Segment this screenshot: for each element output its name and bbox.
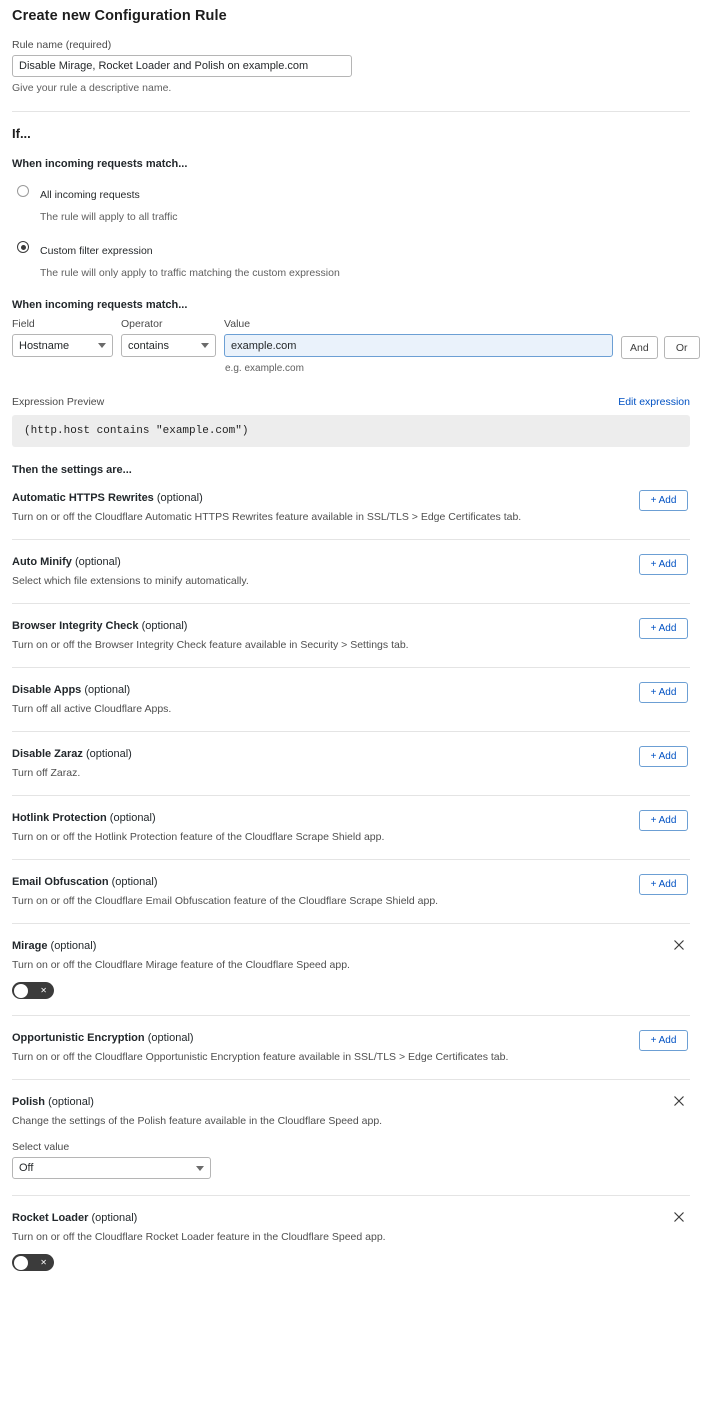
setting-row (12, 732, 690, 796)
filter-builder-row (12, 318, 695, 374)
setting-optional: (optional) (84, 684, 131, 697)
setting-optional: (optional) (147, 1032, 194, 1045)
setting-description: Turn on or off the Cloudflare Mirage feature of the Cloudflare Speed app. (12, 959, 350, 972)
setting-row (12, 1016, 690, 1080)
radio-label: All incoming requests (40, 189, 140, 201)
setting-name: Email Obfuscation (12, 876, 109, 889)
rule-name-label: Rule name (required) (12, 39, 112, 51)
match-title: When incoming requests match... (12, 158, 188, 170)
setting-name: Automatic HTTPS Rewrites (12, 492, 154, 505)
chevron-down-icon (98, 343, 106, 348)
setting-row (12, 476, 690, 540)
divider (12, 111, 690, 112)
setting-optional: (optional) (109, 812, 156, 825)
remove-setting-icon[interactable] (671, 937, 687, 953)
setting-name: Mirage (12, 940, 48, 953)
chevron-down-icon (196, 1166, 204, 1171)
remove-setting-icon[interactable] (671, 1209, 687, 1225)
select-value-label: Select value (12, 1141, 70, 1154)
radio-option-all-requests[interactable] (12, 183, 695, 226)
add-button[interactable]: + Add (639, 746, 688, 767)
setting-row (12, 860, 690, 924)
configuration-rule-page (0, 8, 702, 1287)
setting-description: Turn on or off the Cloudflare Opportunistic Encryption feature available in SSL/TLS > Edge Certificates tab. (12, 1051, 509, 1064)
setting-optional: (optional) (50, 940, 97, 953)
setting-name: Disable Apps (12, 684, 82, 697)
setting-description: Turn on or off the Hotlink Protection feature of the Cloudflare Scrape Shield app. (12, 831, 385, 844)
field-select[interactable] (12, 334, 113, 357)
polish-value: Off (19, 1162, 34, 1175)
expression-preview-header (12, 396, 690, 408)
page-title: Create new Configuration Rule (12, 8, 227, 24)
setting-name: Rocket Loader (12, 1212, 89, 1225)
setting-description: Turn on or off the Cloudflare Automatic HTTPS Rewrites feature available in SSL/TLS > Edge Certificates tab. (12, 511, 522, 524)
operator-label: Operator (121, 318, 163, 331)
setting-title (12, 1096, 690, 1108)
toggle-knob (14, 984, 28, 998)
field-label: Field (12, 318, 35, 331)
radio-icon[interactable] (17, 241, 29, 253)
operator-select[interactable] (121, 334, 216, 357)
expression-preview-label: Expression Preview (12, 396, 105, 409)
radio-label: Custom filter expression (40, 245, 153, 258)
radio-icon[interactable] (17, 185, 29, 197)
add-button[interactable]: + Add (639, 1030, 688, 1051)
or-button[interactable]: Or (664, 336, 700, 359)
and-button[interactable]: And (621, 336, 658, 359)
toggle-switch[interactable] (12, 982, 54, 999)
setting-title (12, 812, 690, 824)
operator-column (121, 318, 216, 357)
setting-name: Polish (12, 1096, 46, 1109)
setting-title (12, 492, 690, 504)
polish-value-select[interactable] (12, 1157, 211, 1179)
setting-name: Hotlink Protection (12, 812, 107, 825)
setting-optional: (optional) (48, 1096, 94, 1109)
filter-match-title: When incoming requests match... (12, 299, 188, 312)
setting-description: Select which file extensions to minify automatically. (12, 575, 249, 588)
close-icon: ✕ (40, 1257, 47, 1267)
field-column (12, 318, 113, 357)
setting-title (12, 748, 690, 760)
setting-optional: (optional) (85, 748, 132, 761)
setting-title (12, 1212, 690, 1224)
value-label: Value (224, 318, 251, 331)
value-input[interactable] (224, 334, 613, 357)
close-icon: ✕ (40, 985, 47, 995)
add-button[interactable]: + Add (639, 554, 688, 575)
and-or-buttons (621, 336, 700, 359)
chevron-down-icon (201, 343, 209, 348)
remove-setting-icon[interactable] (671, 1093, 687, 1109)
setting-name: Browser Integrity Check (12, 620, 139, 633)
add-button[interactable]: + Add (639, 618, 688, 639)
value-help: e.g. example.com (225, 363, 304, 375)
add-button[interactable]: + Add (639, 490, 688, 511)
value-column (224, 318, 613, 374)
setting-optional: (optional) (156, 492, 203, 505)
toggle-switch[interactable] (12, 1254, 54, 1271)
setting-optional: (optional) (111, 876, 158, 889)
setting-row (12, 924, 690, 1016)
toggle-knob (14, 1256, 28, 1270)
setting-title (12, 620, 690, 632)
setting-title (12, 940, 690, 952)
setting-name: Disable Zaraz (12, 748, 83, 761)
setting-row (12, 540, 690, 604)
setting-description: Turn off Zaraz. (12, 767, 81, 780)
expression-preview-box: (http.host contains "example.com") (12, 415, 690, 447)
operator-select-value: contains (128, 339, 169, 352)
add-button[interactable]: + Add (639, 874, 688, 895)
setting-name: Auto Minify (12, 556, 72, 569)
add-button[interactable]: + Add (639, 810, 688, 831)
setting-description: Turn on or off the Cloudflare Email Obfuscation feature of the Cloudflare Scrape Shield app. (12, 895, 439, 908)
setting-row (12, 1080, 690, 1196)
radio-sublabel: The rule will only apply to traffic matching the custom expression (40, 266, 340, 279)
setting-description: Turn on or off the Cloudflare Rocket Loader feature in the Cloudflare Speed app. (12, 1231, 386, 1244)
add-button[interactable]: + Add (639, 682, 688, 703)
setting-description: Turn off all active Cloudflare Apps. (12, 703, 172, 716)
setting-title (12, 556, 690, 568)
setting-title (12, 684, 690, 696)
field-select-value: Hostname (19, 339, 70, 352)
radio-option-custom-filter[interactable] (12, 239, 695, 282)
then-settings-title: Then the settings are... (12, 464, 132, 477)
setting-optional: (optional) (141, 620, 188, 633)
if-heading: If... (12, 126, 31, 141)
radio-sublabel: The rule will apply to all traffic (40, 210, 178, 223)
setting-row (12, 604, 690, 668)
setting-optional: (optional) (91, 1212, 138, 1225)
setting-description: Change the settings of the Polish feature available in the Cloudflare Speed app. (12, 1115, 383, 1128)
setting-title (12, 876, 690, 888)
setting-optional: (optional) (74, 556, 121, 569)
setting-description: Turn on or off the Browser Integrity Check feature available in Security > Settings tab. (12, 639, 409, 652)
setting-row (12, 796, 690, 860)
edit-expression-link[interactable]: Edit expression (618, 396, 690, 409)
setting-title (12, 1032, 690, 1044)
setting-row (12, 668, 690, 732)
rule-name-help: Give your rule a descriptive name. (12, 82, 172, 94)
setting-row (12, 1196, 690, 1287)
rule-name-input[interactable] (12, 55, 352, 77)
setting-name: Opportunistic Encryption (12, 1032, 145, 1045)
